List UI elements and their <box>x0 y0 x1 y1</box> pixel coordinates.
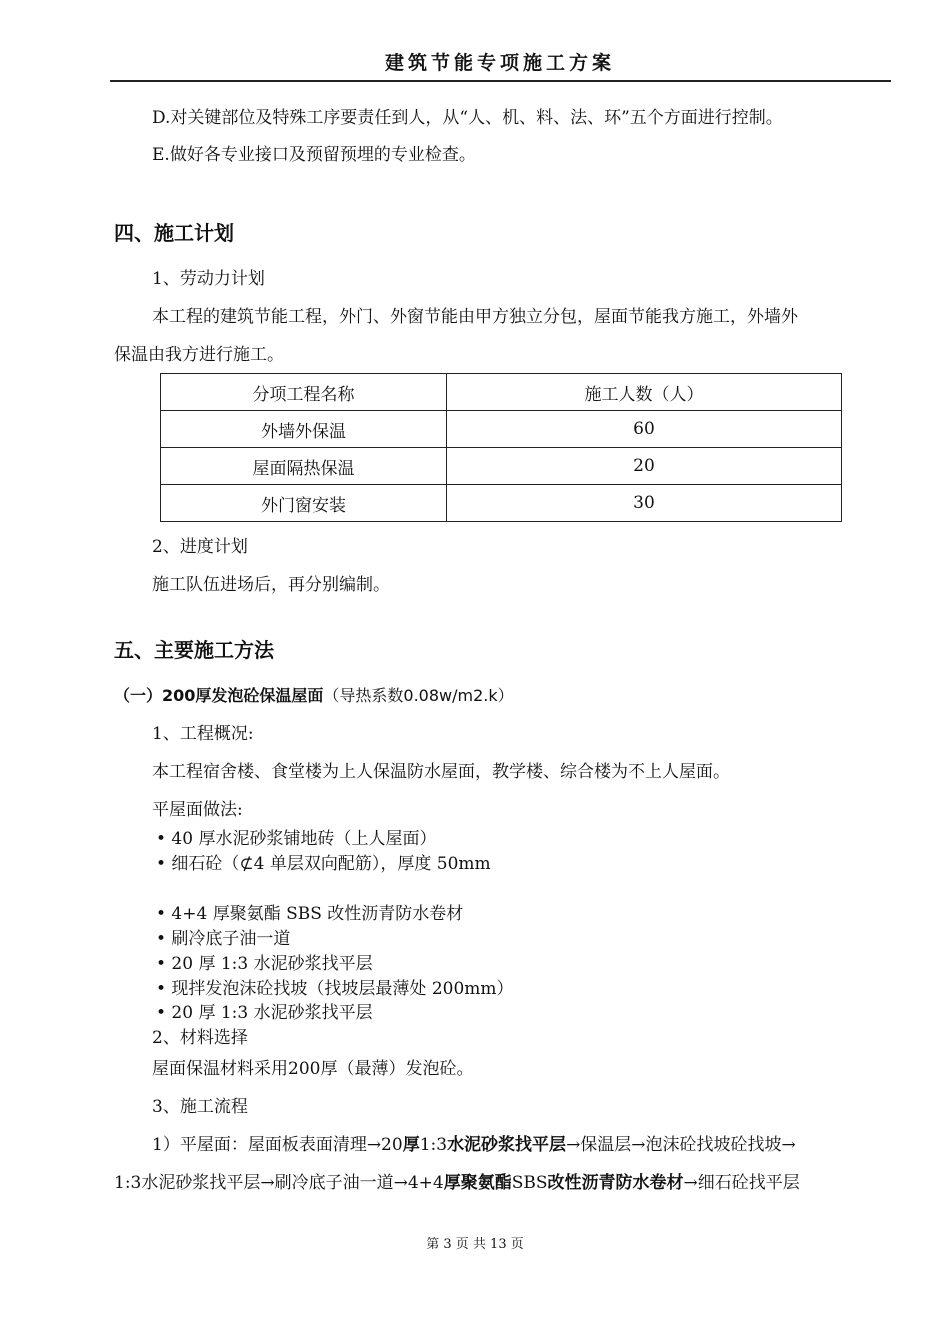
layer-list-item: • 细石砼（⊄4 单层双向配筋），厚度 50mm <box>156 854 491 874</box>
section5-heading: 五、主要施工方法 <box>114 638 274 662</box>
subsection-title-note: （导热系数0.08w/m2.k） <box>323 686 514 705</box>
process-text: 1:3水泥砂浆找平层→刷冷底子油一道→4+4 <box>114 1173 444 1193</box>
labor-plan-heading: 1、劳动力计划 <box>152 269 265 289</box>
labor-plan-table <box>160 373 842 522</box>
process-text-bold: 厚 <box>402 1135 420 1155</box>
layer-list-item: • 刷冷底子油一道 <box>156 929 291 949</box>
page-header-title: 建筑节能专项施工方案 <box>384 52 615 74</box>
overview-heading: 1、工程概况: <box>152 724 254 744</box>
table-row <box>161 448 842 485</box>
table-header-cell: 分项工程名称 <box>161 374 447 411</box>
overview-paragraph: 本工程宿舍楼、食堂楼为上人保温防水屋面，教学楼、综合楼为不上人屋面。 <box>152 762 730 782</box>
page-footer: 第 3 页 共 13 页 <box>426 1237 524 1252</box>
table-header-row <box>161 374 842 411</box>
process-line-2 <box>114 1172 800 1194</box>
section4-heading: 四、施工计划 <box>114 221 234 245</box>
subsection-title-text: （一）200厚发泡砼保温屋面 <box>114 686 324 705</box>
table-cell: 20 <box>447 448 842 485</box>
labor-plan-paragraph-line1: 本工程的建筑节能工程，外门、外窗节能由甲方独立分包，屋面节能我方施工，外墙外 <box>152 307 798 327</box>
header-rule <box>110 80 891 82</box>
subsection-title <box>114 685 514 707</box>
process-text: →细石砼找平层 <box>683 1173 800 1193</box>
layer-list-item: • 20 厚 1:3 水泥砂浆找平层 <box>156 954 373 974</box>
schedule-paragraph: 施工队伍进场后，再分别编制。 <box>152 575 390 595</box>
layer-list-item: • 20 厚 1:3 水泥砂浆找平层 <box>156 1003 373 1023</box>
layer-list-item: • 现拌发泡沫砼找坡（找坡层最薄处 200mm） <box>156 979 514 999</box>
process-text: SBS <box>511 1173 548 1193</box>
flat-roof-label: 平屋面做法: <box>152 800 243 820</box>
process-text: 1:3 <box>419 1135 448 1155</box>
process-text-bold: 厚聚氨酯 <box>443 1173 512 1193</box>
labor-plan-paragraph-line2: 保温由我方进行施工。 <box>114 345 284 365</box>
process-text: 1）平屋面：屋面板表面清理→20 <box>152 1135 403 1155</box>
intro-item-e: E.做好各专业接口及预留预埋的专业检查。 <box>152 145 476 165</box>
table-row <box>161 485 842 522</box>
material-heading: 2、材料选择 <box>152 1028 248 1048</box>
material-paragraph: 屋面保温材料采用200厚（最薄）发泡砼。 <box>152 1059 474 1079</box>
process-line-1 <box>152 1134 796 1156</box>
process-text: →保温层→泡沫砼找坡砼找坡→ <box>566 1135 796 1155</box>
schedule-heading: 2、进度计划 <box>152 537 248 557</box>
process-text-bold: 水泥砂浆找平层 <box>447 1135 567 1155</box>
table-cell: 60 <box>447 411 842 448</box>
table-header-cell: 施工人数（人） <box>447 374 842 411</box>
table-cell: 屋面隔热保温 <box>161 448 447 485</box>
process-text-bold: 改性沥青防水卷材 <box>547 1173 684 1193</box>
process-heading: 3、施工流程 <box>152 1097 248 1117</box>
intro-item-d: D.对关键部位及特殊工序要责任到人，从“人、机、料、法、环”五个方面进行控制。 <box>152 108 783 128</box>
table-cell: 外墙外保温 <box>161 411 447 448</box>
table-row <box>161 411 842 448</box>
table-cell: 30 <box>447 485 842 522</box>
layer-list-item: • 4+4 厚聚氨酯 SBS 改性沥青防水卷材 <box>156 904 464 924</box>
table-cell: 外门窗安装 <box>161 485 447 522</box>
layer-list-item: • 40 厚水泥砂浆铺地砖（上人屋面） <box>156 829 437 849</box>
